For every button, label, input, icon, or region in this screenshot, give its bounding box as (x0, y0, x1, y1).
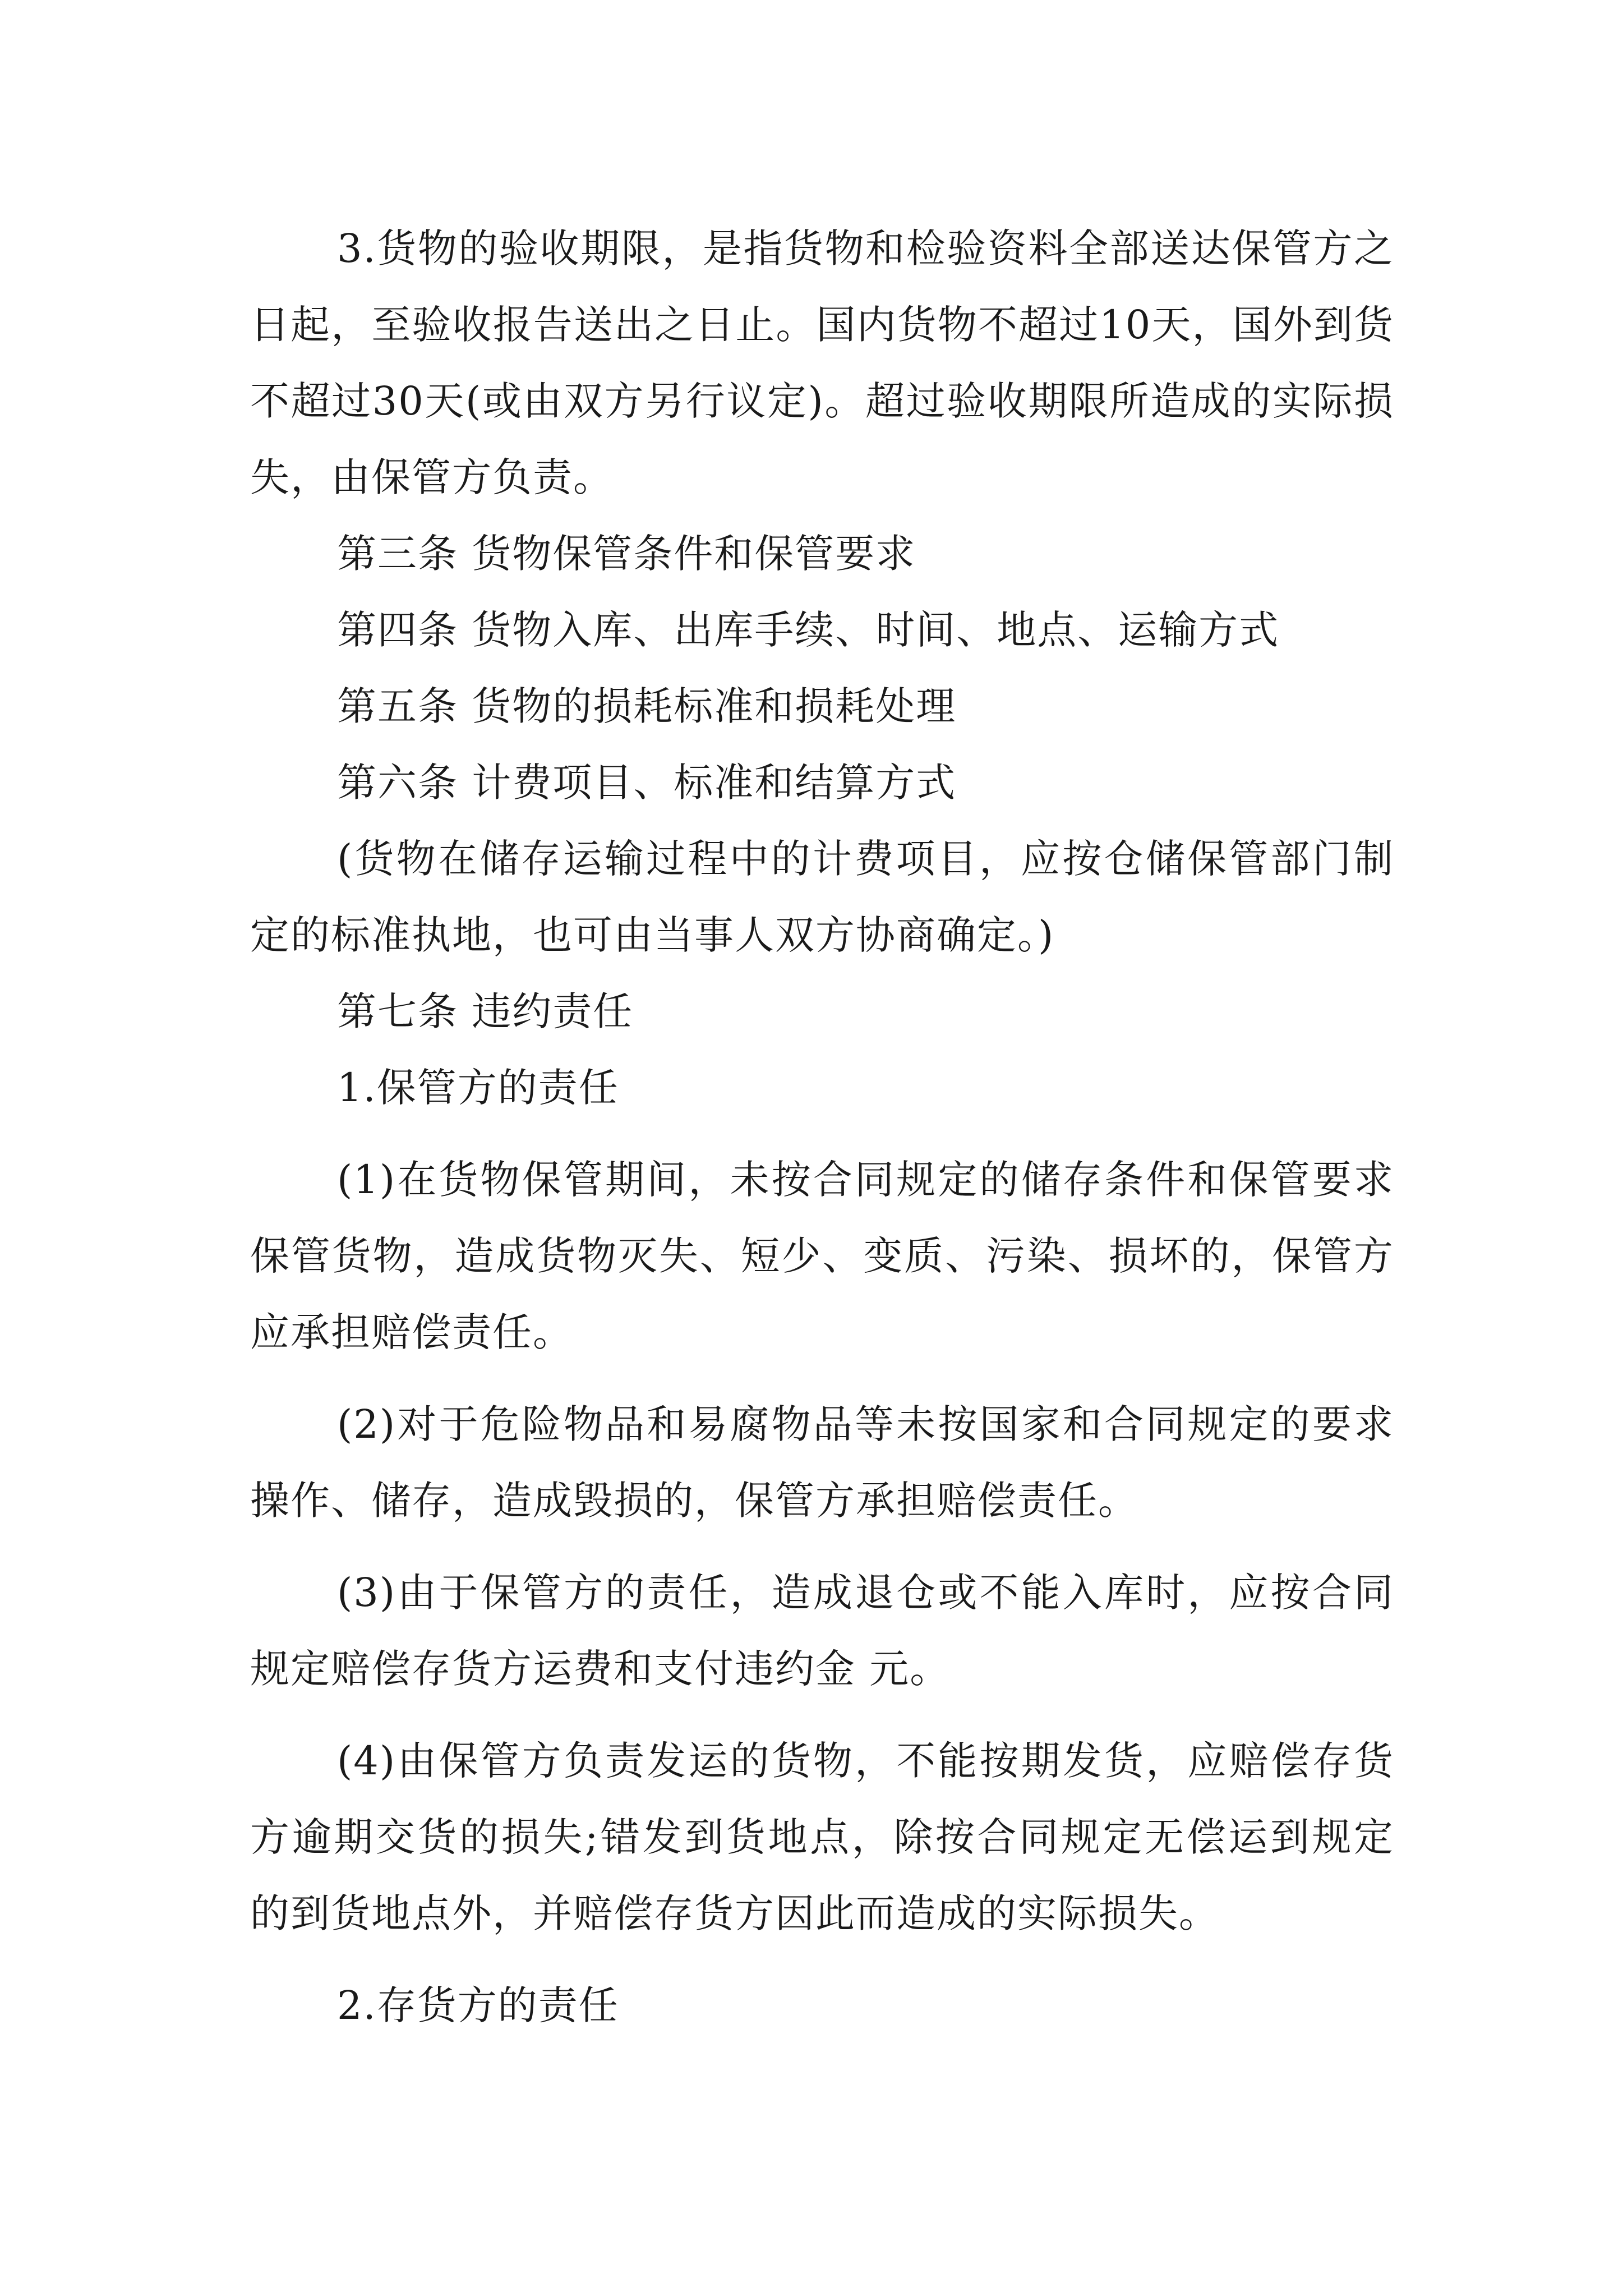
section-custodian-liability: 1.保管方的责任 (337, 1065, 619, 1111)
paragraph-liability-2: (2)对于危险物品和易腐物品等未按国家和合同规定的要求操作、储存，造成毁损的，保管方承担赔偿责任。 (250, 1401, 1394, 1524)
document-body (250, 210, 1394, 2044)
paragraph-acceptance-period: 3.货物的验收期限，是指货物和检验资料全部送达保管方之日起，至验收报告送出之日止。国内货物不超过10天，国外到货不超过30天(或由双方另行议定)。超过验收期限所造成的实际损失，由保管方负责。 (250, 226, 1394, 500)
article-7-heading: 第七条 违约责任 (337, 988, 634, 1034)
article-4-heading: 第四条 货物入库、出库手续、时间、地点、运输方式 (337, 607, 1280, 653)
paragraph-liability-3: (3)由于保管方的责任，造成退仓或不能入库时，应按合同规定赔偿存货方运费和支付违约金 元。 (250, 1570, 1394, 1692)
section-depositor-liability: 2.存货方的责任 (337, 1982, 619, 2028)
article-3-heading: 第三条 货物保管条件和保管要求 (337, 531, 916, 577)
article-5-heading: 第五条 货物的损耗标准和损耗处理 (337, 683, 957, 729)
paragraph-liability-4: (4)由保管方负责发运的货物，不能按期发货，应赔偿存货方逾期交货的损失;错发到货地点，除按合同规定无偿运到规定的到货地点外，并赔偿存货方因此而造成的实际损失。 (250, 1738, 1394, 1936)
paragraph-fee-note: (货物在储存运输过程中的计费项目，应按仓储保管部门制定的标准执地，也可由当事人双方协商确定。) (250, 836, 1394, 958)
paragraph-liability-1: (1)在货物保管期间，未按合同规定的储存条件和保管要求保管货物，造成货物灭失、短少、变质、污染、损坏的，保管方应承担赔偿责任。 (250, 1157, 1394, 1355)
article-6-heading: 第六条 计费项目、标准和结算方式 (337, 760, 957, 806)
